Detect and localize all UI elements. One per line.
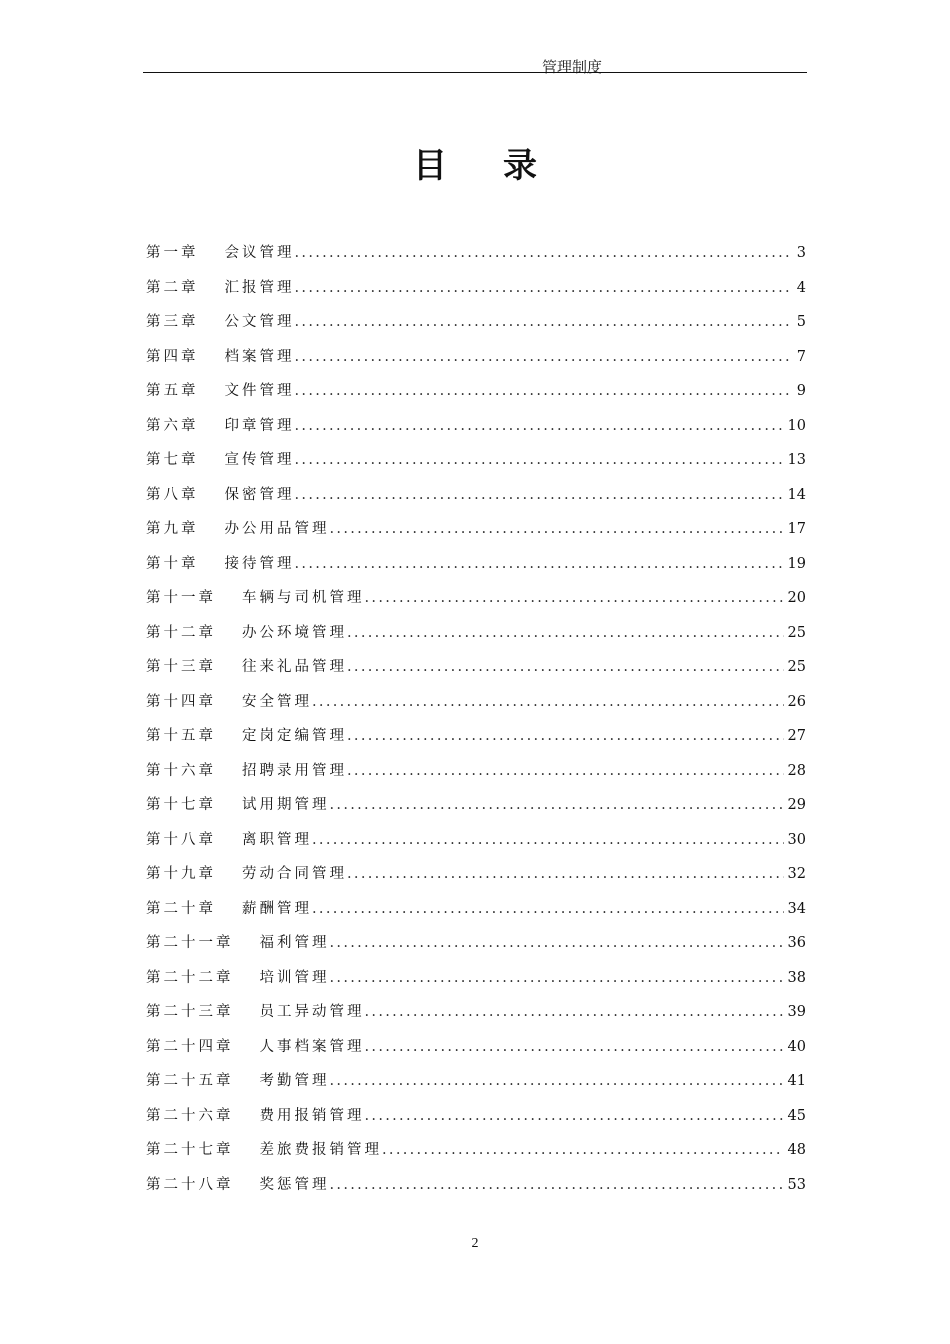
toc-page-number: 25	[787, 624, 806, 641]
toc-page-number: 29	[787, 797, 806, 813]
toc-entry[interactable]	[146, 310, 806, 345]
toc-page-number: 32	[787, 866, 806, 882]
toc-page-number: 7	[796, 348, 806, 365]
toc-chapter-number: 第十九章	[146, 866, 216, 882]
toc-chapter-number: 第十二章	[146, 624, 216, 641]
toc-chapter-title: 定岗定编管理	[242, 728, 347, 744]
toc-page-number: 39	[787, 1004, 806, 1020]
toc-entry[interactable]	[146, 1000, 806, 1035]
toc-chapter-title: 会议管理	[224, 245, 295, 261]
toc-dot-leader	[365, 1004, 784, 1020]
toc-chapter-number: 第三章	[146, 314, 199, 330]
toc-chapter-number: 第七章	[146, 452, 199, 468]
toc-entry[interactable]	[146, 828, 806, 863]
toc-chapter-title: 招聘录用管理	[242, 762, 347, 779]
toc-chapter-number: 第二十八章	[146, 1176, 234, 1193]
toc-chapter-number: 第十三章	[146, 659, 216, 675]
toc-page-number: 13	[787, 452, 806, 468]
toc-chapter-number: 第十六章	[146, 762, 216, 779]
toc-page-number: 5	[796, 314, 806, 330]
toc-page-number: 25	[787, 659, 806, 675]
toc-chapter-number: 第十四章	[146, 693, 216, 710]
toc-page-number: 34	[787, 900, 806, 917]
toc-dot-leader	[330, 1177, 784, 1193]
toc-chapter-number: 第二十三章	[146, 1004, 234, 1020]
toc-entry[interactable]	[146, 862, 806, 897]
toc-entry[interactable]	[146, 897, 806, 932]
toc-dot-leader	[295, 349, 793, 365]
toc-dot-leader	[295, 556, 784, 572]
toc-dot-leader	[365, 1108, 784, 1124]
toc-dot-leader	[365, 590, 784, 606]
toc-chapter-number: 第五章	[146, 383, 199, 399]
toc-page-number: 28	[787, 762, 806, 779]
toc-entry[interactable]	[146, 241, 806, 276]
toc-page-number: 48	[787, 1142, 806, 1158]
toc-chapter-number: 第十七章	[146, 797, 216, 813]
toc-chapter-number: 第十章	[146, 555, 199, 572]
toc-dot-leader	[330, 1073, 784, 1089]
toc-page-number: 41	[787, 1073, 806, 1089]
toc-page-number: 17	[787, 521, 806, 537]
toc-entry[interactable]	[146, 724, 806, 759]
toc-chapter-title: 安全管理	[242, 693, 312, 710]
toc-chapter-title: 薪酬管理	[242, 900, 312, 917]
toc-chapter-number: 第六章	[146, 417, 199, 434]
toc-chapter-title: 汇报管理	[224, 279, 295, 296]
toc-chapter-title: 差旅费报销管理	[259, 1142, 382, 1158]
toc-page-number: 14	[787, 486, 806, 503]
toc-chapter-number: 第十八章	[146, 831, 216, 848]
toc-dot-leader	[347, 866, 784, 882]
table-of-contents	[146, 241, 806, 1207]
toc-chapter-title: 奖惩管理	[259, 1176, 330, 1193]
toc-entry[interactable]	[146, 448, 806, 483]
toc-page-number: 30	[787, 831, 806, 848]
toc-chapter-number: 第十一章	[146, 590, 216, 606]
toc-entry[interactable]	[146, 345, 806, 380]
toc-dot-leader	[330, 970, 784, 986]
toc-chapter-title: 接待管理	[224, 555, 295, 572]
toc-dot-leader	[295, 280, 793, 296]
toc-page-number: 38	[787, 969, 806, 986]
toc-entry[interactable]	[146, 621, 806, 656]
toc-chapter-number: 第二十四章	[146, 1038, 234, 1055]
toc-chapter-title: 公文管理	[224, 314, 295, 330]
toc-page-number: 19	[787, 555, 806, 572]
toc-page-number: 20	[787, 590, 806, 606]
toc-chapter-title: 档案管理	[224, 348, 295, 365]
toc-page-number: 40	[787, 1038, 806, 1055]
toc-chapter-title: 办公用品管理	[224, 521, 330, 537]
toc-chapter-title: 试用期管理	[242, 797, 330, 813]
toc-dot-leader	[295, 452, 784, 468]
toc-page-number: 45	[787, 1107, 806, 1124]
toc-dot-leader	[365, 1039, 784, 1055]
toc-entry[interactable]	[146, 276, 806, 311]
toc-entry[interactable]	[146, 1138, 806, 1173]
toc-dot-leader	[347, 728, 784, 744]
toc-entry[interactable]	[146, 414, 806, 449]
toc-dot-leader	[295, 245, 793, 261]
toc-chapter-title: 车辆与司机管理	[242, 590, 365, 606]
toc-dot-leader	[347, 625, 784, 641]
toc-chapter-title: 宣传管理	[224, 452, 295, 468]
toc-entry[interactable]	[146, 793, 806, 828]
running-header: 管理制度	[541, 58, 602, 76]
toc-chapter-number: 第四章	[146, 348, 199, 365]
toc-entry[interactable]	[146, 931, 806, 966]
toc-entry[interactable]	[146, 586, 806, 621]
toc-dot-leader	[330, 521, 784, 537]
toc-chapter-number: 第二十二章	[146, 969, 234, 986]
toc-entry[interactable]	[146, 379, 806, 414]
toc-chapter-title: 培训管理	[259, 969, 330, 986]
toc-entry[interactable]	[146, 552, 806, 587]
toc-chapter-title: 往来礼品管理	[242, 659, 347, 675]
header-rule	[143, 72, 807, 73]
toc-entry[interactable]	[146, 690, 806, 725]
toc-dot-leader	[330, 797, 784, 813]
toc-dot-leader	[330, 935, 784, 951]
toc-chapter-title: 离职管理	[242, 831, 312, 848]
toc-chapter-number: 第二十一章	[146, 935, 234, 951]
toc-chapter-title: 劳动合同管理	[242, 866, 347, 882]
toc-chapter-number: 第二十章	[146, 900, 216, 917]
toc-chapter-number: 第一章	[146, 245, 199, 261]
toc-dot-leader	[295, 418, 784, 434]
toc-page-number: 36	[787, 935, 806, 951]
toc-chapter-title: 人事档案管理	[259, 1038, 365, 1055]
toc-chapter-title: 办公环境管理	[242, 624, 347, 641]
toc-chapter-title: 文件管理	[224, 383, 295, 399]
toc-dot-leader	[312, 694, 784, 710]
toc-dot-leader	[295, 383, 793, 399]
toc-page-number: 26	[787, 693, 806, 710]
toc-chapter-number: 第二十六章	[146, 1107, 234, 1124]
toc-page-number: 4	[796, 279, 806, 296]
toc-dot-leader	[295, 314, 793, 330]
toc-chapter-number: 第二十七章	[146, 1142, 234, 1158]
toc-chapter-number: 第九章	[146, 521, 199, 537]
toc-title: 目录	[413, 146, 593, 186]
toc-chapter-title: 保密管理	[224, 486, 295, 503]
toc-page-number: 3	[796, 245, 806, 261]
toc-chapter-number: 第二章	[146, 279, 199, 296]
toc-entry[interactable]	[146, 966, 806, 1001]
toc-dot-leader	[347, 763, 784, 779]
toc-chapter-number: 第二十五章	[146, 1073, 234, 1089]
toc-dot-leader	[295, 487, 784, 503]
toc-page-number: 27	[787, 728, 806, 744]
toc-entry[interactable]	[146, 483, 806, 518]
toc-chapter-title: 员工异动管理	[259, 1004, 365, 1020]
toc-dot-leader	[312, 832, 784, 848]
toc-chapter-number: 第十五章	[146, 728, 216, 744]
toc-entry[interactable]	[146, 655, 806, 690]
toc-entry[interactable]	[146, 517, 806, 552]
toc-entry[interactable]	[146, 1069, 806, 1104]
toc-page-number: 53	[787, 1176, 806, 1193]
toc-chapter-number: 第八章	[146, 486, 199, 503]
toc-entry[interactable]	[146, 759, 806, 794]
toc-entry[interactable]	[146, 1104, 806, 1139]
toc-page-number: 9	[796, 383, 806, 399]
toc-dot-leader	[382, 1142, 784, 1158]
page-number: 2	[471, 1236, 479, 1251]
toc-entry[interactable]	[146, 1035, 806, 1070]
toc-dot-leader	[347, 659, 784, 675]
toc-chapter-title: 福利管理	[259, 935, 330, 951]
toc-chapter-title: 考勤管理	[259, 1073, 330, 1089]
toc-page-number: 10	[787, 417, 806, 434]
toc-dot-leader	[312, 901, 784, 917]
toc-chapter-title: 印章管理	[224, 417, 295, 434]
toc-entry[interactable]	[146, 1173, 806, 1208]
toc-chapter-title: 费用报销管理	[259, 1107, 365, 1124]
